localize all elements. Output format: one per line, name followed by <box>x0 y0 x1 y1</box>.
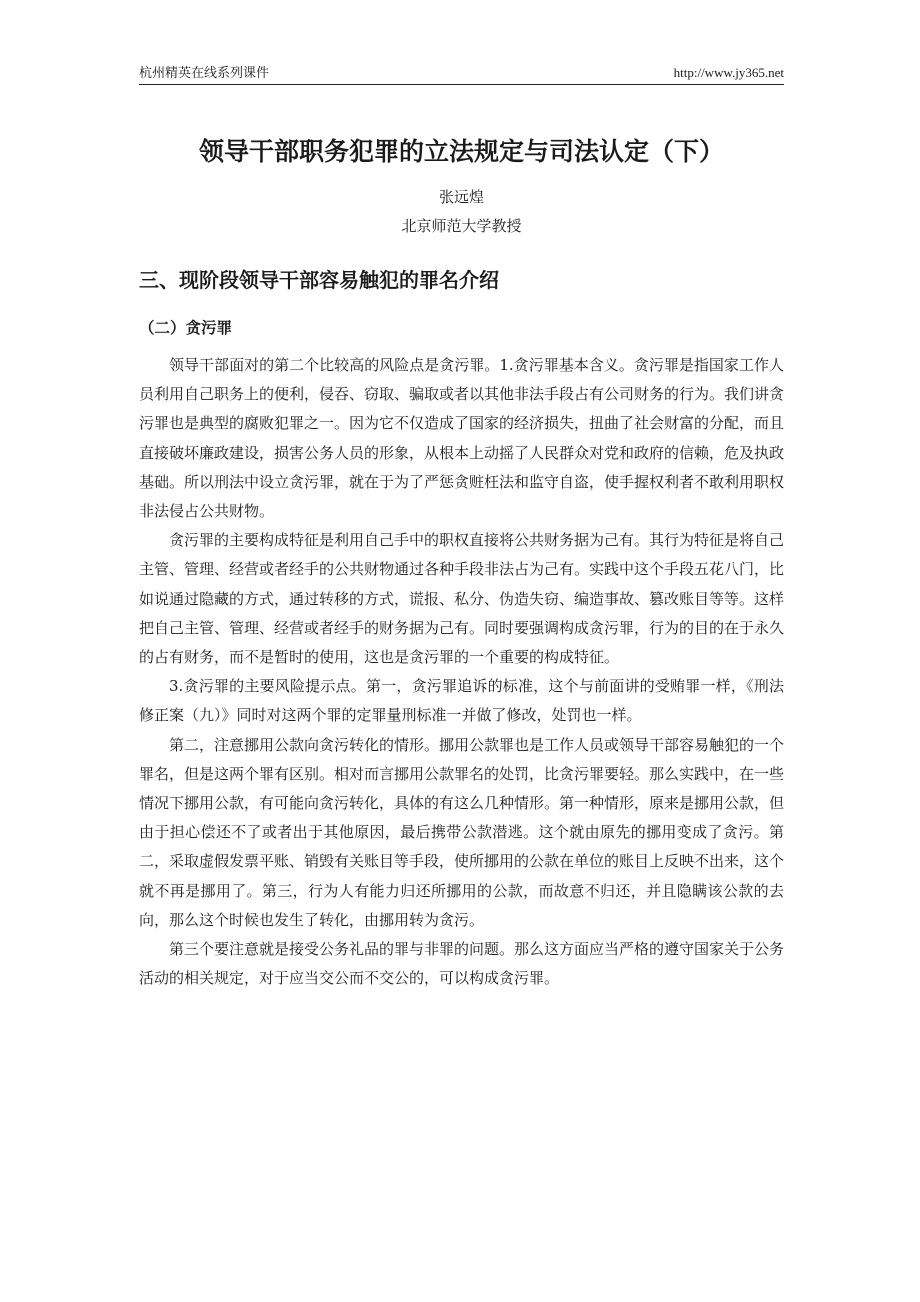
paragraph: 领导干部面对的第二个比较高的风险点是贪污罪。1.贪污罪基本含义。贪污罪是指国家工作人员利用自己职务上的便利，侵吞、窃取、骗取或者以其他非法手段占有公司财务的行为。我们讲贪污罪也是典型的腐败犯罪之一。因为它不仅造成了国家的经济损失，扭曲了社会财富的分配，而且直接破坏廉政建设，损害公务人员的形象，从根本上动摇了人民群众对党和政府的信赖，危及执政基础。所以刑法中设立贪污罪，就在于为了严惩贪赃枉法和监守自盗，使手握权利者不敢利用职权非法侵占公共财物。 <box>139 356 785 521</box>
section-heading: 三、现阶段领导干部容易触犯的罪名介绍 <box>139 268 499 292</box>
paragraph: 3.贪污罪的主要风险提示点。第一，贪污罪追诉的标准，这个与前面讲的受贿罪一样，《刑法修正案（九）》同时对这两个罪的定罪量刑标准一并做了修改，处罚也一样。 <box>139 677 784 725</box>
page-header <box>139 62 784 85</box>
header-website-url: http://www.jy365.net <box>673 65 784 80</box>
author-name: 张远煌 <box>438 188 484 206</box>
header-course-series: 杭州精英在线系列课件 <box>139 65 270 80</box>
author-affiliation: 北京师范大学教授 <box>401 217 522 235</box>
paragraph: 第二，注意挪用公款向贪污转化的情形。挪用公款罪也是工作人员或领导干部容易触犯的一个罪名，但是这两个罪有区别。相对而言挪用公款罪名的处罚，比贪污罪要轻。那么实践中，在一些情况下挪用公款，有可能向贪污转化，具体的有这么几种情形。第一种情形，原来是挪用公款，但由于担心偿还不了或者出于其他原因，最后携带公款潜逃。这个就由原先的挪用变成了贪污。第二，采取虚假发票平账、销毁有关账目等手段，使所挪用的公款在单位的账目上反映不出来，这个就不再是挪用了。第三，行为人有能力归还所挪用的公款，而故意不归还，并且隐瞒该公款的去向，那么这个时候也发生了转化，由挪用转为贪污。 <box>139 735 785 929</box>
paragraph: 第三个要注意就是接受公务礼品的罪与非罪的问题。那么这方面应当严格的遵守国家关于公务活动的相关规定，对于应当交公而不交公的，可以构成贪污罪。 <box>139 940 785 988</box>
paragraph: 贪污罪的主要构成特征是利用自己手中的职权直接将公共财务据为己有。其行为特征是将自己主管、管理、经营或者经手的公共财物通过各种手段非法占为己有。实践中这个手段五花八门，比如说通过隐藏的方式，通过转移的方式，谎报、私分、伪造失窃、编造事故、篡改账目等等。这样把自己主管、管理、经营或者经手的财务据为己有。同时要强调构成贪污罪，行为的目的在于永久的占有财务，而不是暂时的使用，这也是贪污罪的一个重要的构成特征。 <box>139 531 785 667</box>
subsection-heading: （二）贪污罪 <box>139 319 233 337</box>
document-title: 领导干部职务犯罪的立法规定与司法认定（下） <box>198 137 724 166</box>
body-text <box>139 351 784 993</box>
